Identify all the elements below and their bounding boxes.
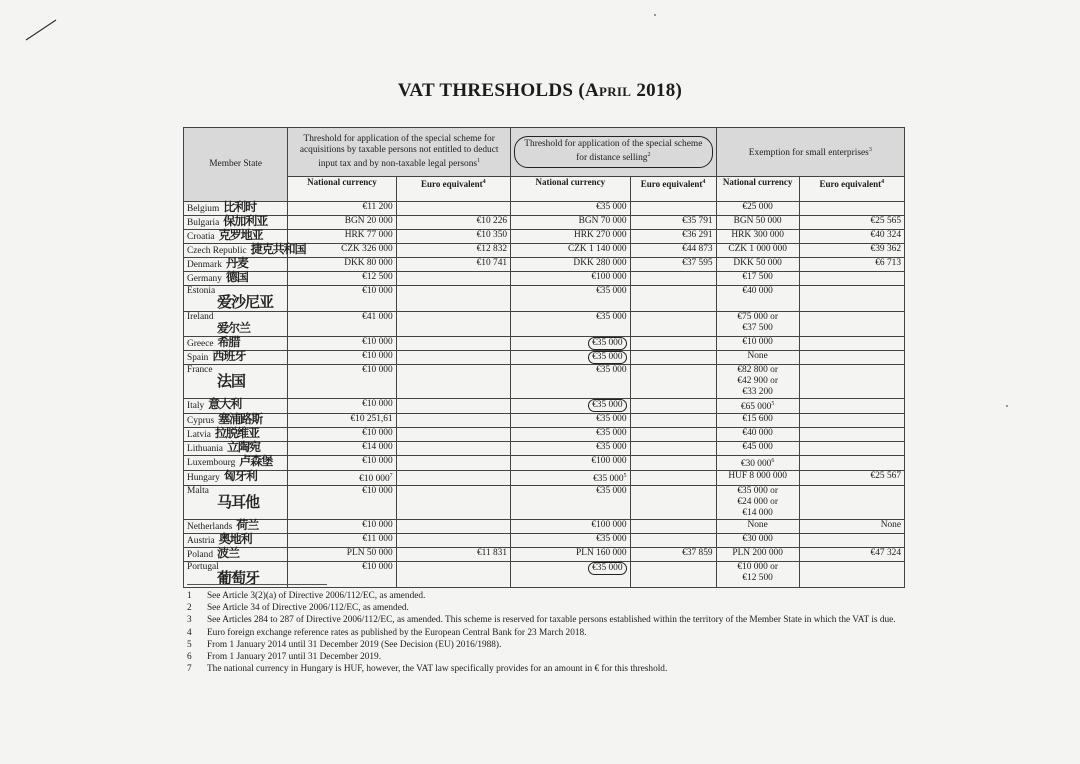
cell-ex-euro	[799, 312, 904, 337]
cell-dist-euro	[630, 442, 716, 456]
table-row	[184, 202, 905, 216]
subheader-acq-national: National currency	[288, 177, 396, 202]
cell-ex-national: DKK 50 000	[716, 258, 799, 272]
cell-acq-national: €10 000	[288, 399, 396, 414]
cell-ex-national: €75 000 or €37 500	[716, 312, 799, 337]
speck	[1006, 405, 1008, 407]
cell-acq-euro: €11 831	[396, 548, 510, 562]
cell-dist-euro	[630, 534, 716, 548]
cell-dist-euro	[630, 414, 716, 428]
subheader-dist-national: National currency	[511, 177, 630, 202]
cell-member-state: Bulgaria 保加利亚	[184, 216, 288, 230]
cell-ex-euro	[799, 428, 904, 442]
cell-member-state: Belgium 比利时	[184, 202, 288, 216]
cell-acq-euro	[396, 365, 510, 399]
table-row	[184, 365, 905, 399]
cell-dist-euro	[630, 486, 716, 520]
cell-ex-national: €82 800 or €42 900 or €33 200	[716, 365, 799, 399]
cell-ex-euro	[799, 365, 904, 399]
cell-ex-national: €45 000	[716, 442, 799, 456]
footnote-text: See Article 3(2)(a) of Directive 2006/112/EC, as amended.	[207, 591, 426, 601]
cell-dist-national: €100 000	[511, 272, 630, 286]
cell-acq-euro: €10 350	[396, 230, 510, 244]
cell-acq-national: €10 000	[288, 520, 396, 534]
cell-dist-national: €35 000	[511, 414, 630, 428]
cell-dist-euro	[630, 365, 716, 399]
cell-dist-euro: €44 873	[630, 244, 716, 258]
cell-acq-national: €10 000	[288, 486, 396, 520]
cell-ex-euro: €25 567	[799, 471, 904, 486]
cell-member-state: Croatia 克罗地亚	[184, 230, 288, 244]
table-row	[184, 337, 905, 351]
cell-ex-national: €30 $000^6$	[716, 456, 799, 471]
footnote-key: 1	[187, 591, 192, 601]
handwritten-annotation: 波兰	[217, 546, 240, 561]
cell-acq-euro	[396, 486, 510, 520]
table-row	[184, 216, 905, 230]
table-row	[184, 244, 905, 258]
cell-acq-national: €12 500	[288, 272, 396, 286]
cell-acq-national: €11 000	[288, 534, 396, 548]
handwritten-annotation: 匈牙利	[223, 469, 257, 484]
cell-dist-euro	[630, 399, 716, 414]
handwritten-annotation: 西班牙	[212, 349, 246, 363]
handwritten-annotation: 拉脱维亚	[214, 426, 259, 441]
cell-acq-euro	[396, 414, 510, 428]
cell-dist-national: €35 000	[511, 442, 630, 456]
cell-ex-euro	[799, 286, 904, 312]
cell-dist-euro	[630, 471, 716, 486]
vat-thresholds-table	[183, 127, 905, 588]
footnote-key: 2	[187, 603, 192, 614]
cell-dist-national: BGN 70 000	[511, 216, 630, 230]
cell-acq-national: €10 000	[288, 365, 396, 399]
speck	[654, 14, 656, 16]
cell-dist-national: €35 000	[511, 202, 630, 216]
cell-acq-euro: €12 832	[396, 244, 510, 258]
table-row	[184, 258, 905, 272]
cell-ex-national: None	[716, 520, 799, 534]
cell-ex-national: None	[716, 351, 799, 365]
cell-member-state: Lithuania 立陶宛	[184, 442, 288, 456]
cell-member-state: Spain 西班牙	[184, 351, 288, 365]
cell-ex-national: €10 000	[716, 337, 799, 351]
cell-ex-euro	[799, 202, 904, 216]
cell-dist-euro	[630, 312, 716, 337]
cell-ex-national: €65 $000^5$	[716, 399, 799, 414]
cell-member-state: Italy 意大利	[184, 399, 288, 414]
handwritten-annotation: 爱尔兰	[217, 321, 251, 335]
footnote-text: From 1 January 2017 until 31 December 2019.	[207, 652, 382, 663]
cell-acq-national: €10 000	[288, 351, 396, 365]
footnote-text: See Article 34 of Directive 2006/112/EC, as amended.	[207, 603, 409, 614]
cell-acq-euro	[396, 286, 510, 312]
table-row	[184, 520, 905, 534]
cell-dist-national: €35 $000^5$	[511, 471, 630, 486]
cell-ex-euro	[799, 442, 904, 456]
cell-dist-euro: €37 859	[630, 548, 716, 562]
cell-ex-euro	[799, 486, 904, 520]
cell-ex-national: HUF 8 000 000	[716, 471, 799, 486]
cell-acq-euro	[396, 456, 510, 471]
handwritten-annotation: 葡萄牙	[217, 569, 260, 588]
cell-ex-euro: None	[799, 520, 904, 534]
cell-acq-euro	[396, 534, 510, 548]
cell-ex-national: PLN 200 000	[716, 548, 799, 562]
cell-acq-national: PLN 50 000	[288, 548, 396, 562]
footnote-key: 7	[187, 664, 192, 675]
table-row	[184, 548, 905, 562]
cell-acq-national: €14 000	[288, 442, 396, 456]
cell-acq-national: €41 000	[288, 312, 396, 337]
cell-acq-national: €10 $000^7$	[288, 471, 396, 486]
handwritten-annotation: 爱沙尼亚	[217, 293, 274, 311]
cell-ex-euro: €25 565	[799, 216, 904, 230]
cell-member-state: Greece 希腊	[184, 337, 288, 351]
cell-acq-national: CZK 326 000	[288, 244, 396, 258]
footnote-rule	[187, 584, 327, 585]
cell-dist-national: €35 000	[511, 286, 630, 312]
table-row	[184, 312, 905, 337]
header-acquisitions-threshold: Threshold for application of the special scheme for acquisitions by taxable persons not entitled to deduct input tax and by non-taxable legal persons$^1$	[288, 128, 511, 177]
cell-member-state: France 法国	[184, 365, 288, 399]
handwritten-annotation: 意大利	[208, 397, 242, 411]
cell-ex-national: €25 000	[716, 202, 799, 216]
cell-dist-national: €100 000	[511, 456, 630, 471]
cell-member-state: Austria 奥地利	[184, 534, 288, 548]
handwritten-annotation: 塞浦路斯	[218, 412, 263, 427]
table-row	[184, 351, 905, 365]
cell-dist-euro	[630, 562, 716, 588]
cell-ex-national: €40 000	[716, 286, 799, 312]
cell-dist-national: €35 000	[511, 365, 630, 399]
footnote-text: See Articles 284 to 287 of Directive 2006/112/EC, as amended. This scheme is reserved for taxable persons established within the territory of the Member State in which the VAT is due.	[207, 615, 896, 626]
pen-stroke-mark	[24, 18, 58, 42]
cell-member-state: Netherlands 荷兰	[184, 520, 288, 534]
cell-dist-euro	[630, 286, 716, 312]
footnote	[187, 614, 907, 626]
cell-member-state: Portugal 葡萄牙	[184, 562, 288, 588]
cell-dist-national: €35 000	[511, 399, 630, 414]
table-row	[184, 486, 905, 520]
footnote	[187, 663, 907, 675]
cell-acq-euro	[396, 337, 510, 351]
cell-dist-euro	[630, 272, 716, 286]
cell-dist-national: HRK 270 000	[511, 230, 630, 244]
footnotes	[187, 590, 907, 675]
cell-dist-euro: €35 791	[630, 216, 716, 230]
table-row	[184, 442, 905, 456]
cell-acq-national: €10 000	[288, 428, 396, 442]
cell-dist-national: €35 000	[511, 562, 630, 588]
cell-acq-national: BGN 20 000	[288, 216, 396, 230]
handwritten-annotation: 希腊	[217, 335, 240, 349]
cell-dist-euro	[630, 337, 716, 351]
document-title: VAT THRESHOLDS (April 2018)	[397, 80, 683, 101]
cell-ex-national: €30 000	[716, 534, 799, 548]
cell-dist-national: €35 000	[511, 351, 630, 365]
cell-dist-euro	[630, 520, 716, 534]
subheader-ex-euro: Euro equivalent$^4$	[799, 177, 904, 202]
cell-dist-national: CZK 1 140 000	[511, 244, 630, 258]
cell-ex-national: HRK 300 000	[716, 230, 799, 244]
footnote	[187, 651, 907, 663]
cell-dist-national: PLN 160 000	[511, 548, 630, 562]
subheader-dist-euro: Euro equivalent$^4$	[630, 177, 716, 202]
cell-ex-national: €17 500	[716, 272, 799, 286]
cell-member-state: Ireland 爱尔兰	[184, 312, 288, 337]
table-row	[184, 414, 905, 428]
cell-ex-euro	[799, 534, 904, 548]
cell-ex-euro: €39 362	[799, 244, 904, 258]
handwritten-annotation: 保加利亚	[223, 214, 268, 228]
cell-ex-euro	[799, 414, 904, 428]
cell-member-state: Poland 波兰	[184, 548, 288, 562]
cell-acq-national: €10 000	[288, 562, 396, 588]
cell-ex-euro	[799, 456, 904, 471]
footnote	[187, 639, 907, 651]
handwritten-annotation: 奥地利	[218, 532, 252, 547]
cell-acq-national: DKK 80 000	[288, 258, 396, 272]
cell-ex-euro	[799, 399, 904, 414]
cell-member-state: Malta 马耳他	[184, 486, 288, 520]
cell-dist-national: €35 000	[511, 534, 630, 548]
cell-ex-euro	[799, 351, 904, 365]
cell-ex-euro	[799, 272, 904, 286]
handwritten-annotation: 比利时	[223, 200, 257, 214]
footnote	[187, 590, 907, 602]
table-row	[184, 456, 905, 471]
cell-ex-euro	[799, 337, 904, 351]
cell-member-state: Cyprus 塞浦路斯	[184, 414, 288, 428]
handwritten-annotation: 德国	[225, 270, 248, 284]
footnote	[187, 627, 907, 639]
cell-dist-euro	[630, 202, 716, 216]
header-member-state: Member State	[184, 128, 288, 202]
cell-dist-national: DKK 280 000	[511, 258, 630, 272]
handwritten-annotation: 立陶宛	[226, 440, 260, 455]
cell-ex-national: €40 000	[716, 428, 799, 442]
table-row	[184, 272, 905, 286]
cell-acq-euro	[396, 312, 510, 337]
cell-acq-national: €10 000	[288, 286, 396, 312]
cell-acq-national: €10 251,61	[288, 414, 396, 428]
cell-acq-euro	[396, 272, 510, 286]
cell-dist-national: €35 000	[511, 312, 630, 337]
handwritten-annotation: 克罗地亚	[218, 228, 263, 242]
table-row	[184, 286, 905, 312]
table-row	[184, 534, 905, 548]
table-row	[184, 428, 905, 442]
cell-acq-euro: €10 741	[396, 258, 510, 272]
cell-acq-euro	[396, 428, 510, 442]
handwritten-annotation: 卢森堡	[239, 454, 273, 469]
cell-dist-euro	[630, 428, 716, 442]
cell-acq-national: €11 200	[288, 202, 396, 216]
cell-acq-euro	[396, 399, 510, 414]
cell-acq-euro: €10 226	[396, 216, 510, 230]
cell-ex-national: €15 600	[716, 414, 799, 428]
handwritten-annotation: 捷克共和国	[250, 242, 306, 256]
header-small-enterprises-exemption: Exemption for small enterprises$^3$	[716, 128, 904, 177]
cell-member-state: Hungary 匈牙利	[184, 471, 288, 486]
footnote-key: 6	[187, 652, 192, 663]
table-row	[184, 399, 905, 414]
cell-ex-national: €10 000 or €12 500	[716, 562, 799, 588]
cell-acq-euro	[396, 202, 510, 216]
handwritten-annotation: 马耳他	[217, 493, 260, 512]
cell-acq-national: €10 000	[288, 456, 396, 471]
footnote-key: 5	[187, 639, 192, 650]
cell-acq-national: HRK 77 000	[288, 230, 396, 244]
cell-member-state: Czech Republic 捷克共和国	[184, 244, 288, 258]
cell-member-state: Luxembourg 卢森堡	[184, 456, 288, 471]
handwritten-annotation: 荷兰	[236, 518, 259, 533]
cell-dist-national: €100 000	[511, 520, 630, 534]
cell-ex-national: BGN 50 000	[716, 216, 799, 230]
handwritten-annotation: 法国	[217, 372, 246, 390]
cell-acq-euro	[396, 471, 510, 486]
subheader-ex-national: National currency	[716, 177, 799, 202]
cell-acq-euro	[396, 562, 510, 588]
cell-acq-euro	[396, 442, 510, 456]
footnote-text: From 1 January 2014 until 31 December 2019 (See Decision (EU) 2016/1988).	[207, 639, 502, 650]
footnote-key: 4	[187, 627, 192, 638]
cell-acq-euro	[396, 351, 510, 365]
handwritten-annotation: 丹麦	[225, 256, 248, 270]
cell-dist-national: €35 000	[511, 428, 630, 442]
cell-ex-euro: €40 324	[799, 230, 904, 244]
cell-dist-euro	[630, 456, 716, 471]
cell-ex-national: CZK 1 000 000	[716, 244, 799, 258]
header-distance-selling-threshold: Threshold for application of the special scheme for distance selling$^2$	[511, 128, 717, 177]
cell-ex-euro: €6 713	[799, 258, 904, 272]
cell-dist-national: €35 000	[511, 337, 630, 351]
footnote-text: Euro foreign exchange reference rates as published by the European Central Bank for 23 March 2018.	[207, 627, 587, 638]
cell-acq-euro	[396, 520, 510, 534]
cell-ex-euro	[799, 562, 904, 588]
cell-dist-euro	[630, 351, 716, 365]
cell-dist-euro: €36 291	[630, 230, 716, 244]
subheader-acq-euro: Euro equivalent$^4$	[396, 177, 510, 202]
cell-member-state: Latvia 拉脱维亚	[184, 428, 288, 442]
cell-ex-euro: €47 324	[799, 548, 904, 562]
footnote-text: The national currency in Hungary is HUF, however, the VAT law specifically provides for an amount in € for this threshold.	[207, 664, 668, 675]
cell-dist-euro: €37 595	[630, 258, 716, 272]
cell-acq-national: €10 000	[288, 337, 396, 351]
cell-member-state: Denmark 丹麦	[184, 258, 288, 272]
cell-ex-national: €35 000 or €24 000 or €14 000	[716, 486, 799, 520]
cell-dist-national: €35 000	[511, 486, 630, 520]
footnote	[187, 602, 907, 614]
table-row	[184, 471, 905, 486]
cell-member-state: Estonia 爱沙尼亚	[184, 286, 288, 312]
cell-member-state: Germany 德国	[184, 272, 288, 286]
footnote-key: 3	[187, 615, 192, 626]
